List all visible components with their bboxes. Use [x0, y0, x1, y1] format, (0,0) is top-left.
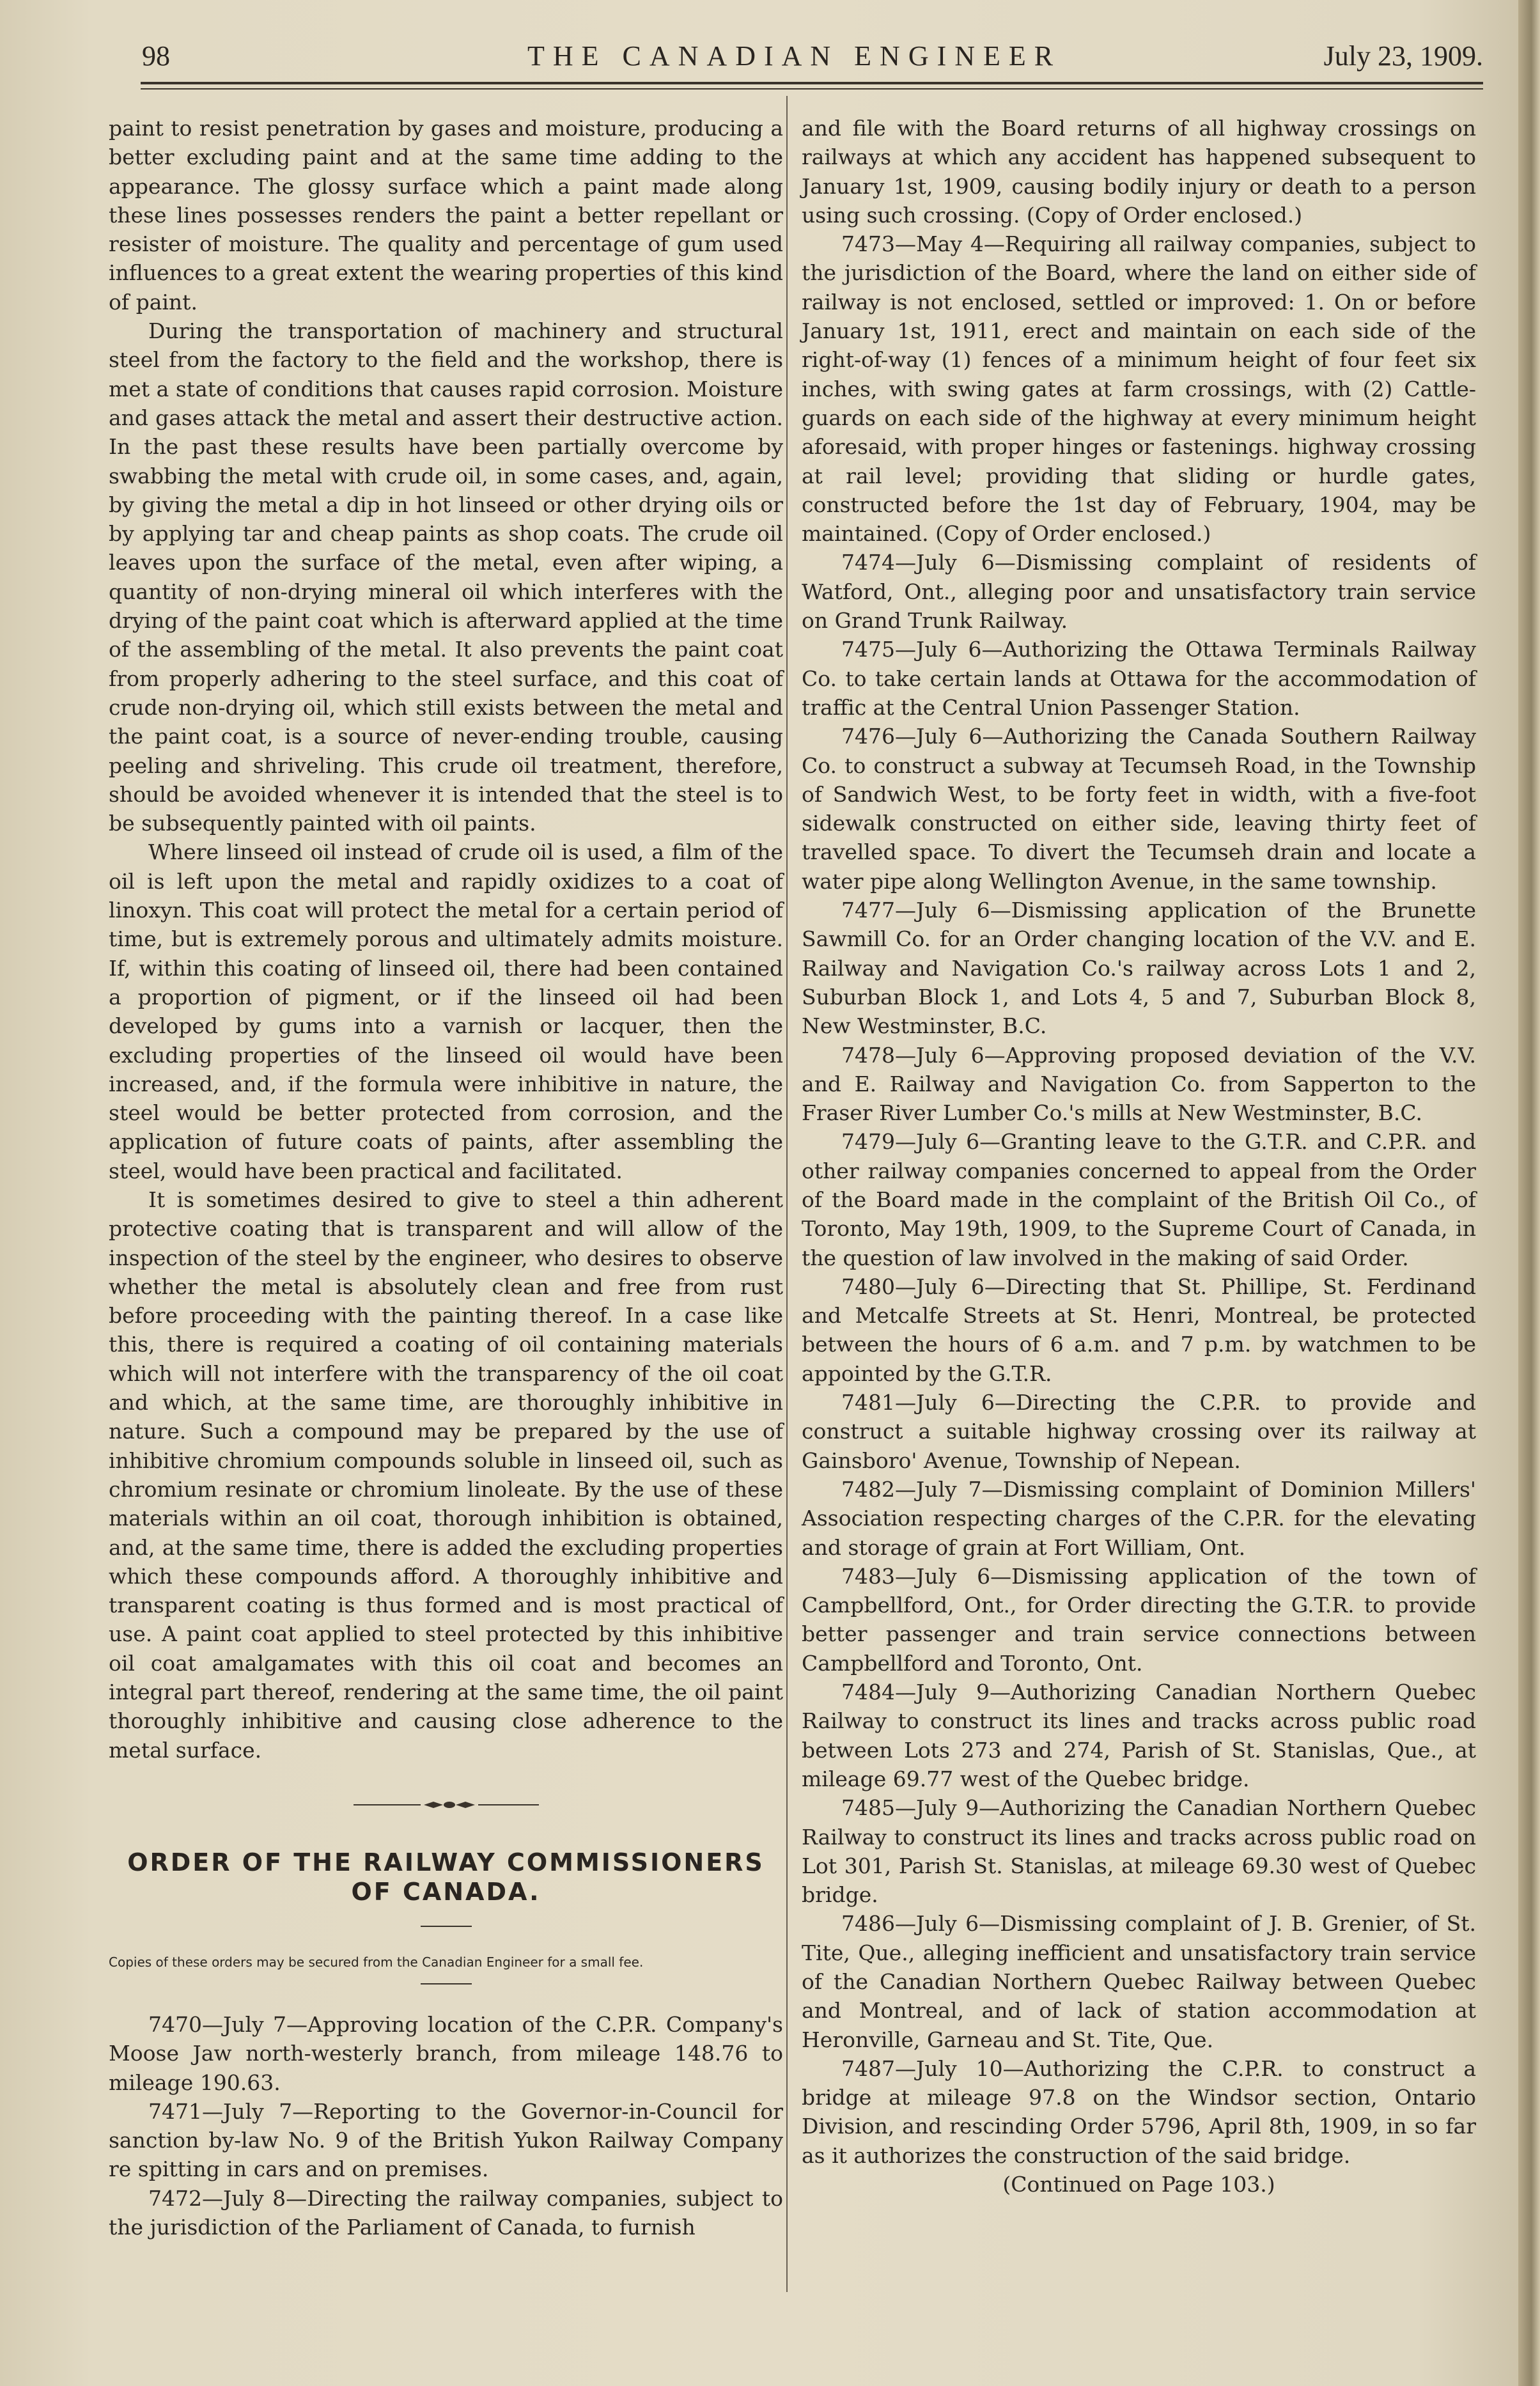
issue-date: July 23, 1909.: [1323, 40, 1483, 72]
header-rule-thin: [141, 88, 1483, 90]
order-entry: 7471—July 7—Reporting to the Governor-in-Council for sanction by-law No. 9 of the British Yukon Railway Company re spitting in cars and on premises.: [109, 2098, 783, 2182]
short-rule: [421, 1983, 472, 1984]
short-rule: [421, 1926, 472, 1927]
order-entry: 7483—July 6—Dismissing application of the town of Campbellford, Ont., for Order directing the G.T.R. to provide better passenger and train service connections between Campbellford and Toronto, Ont.: [802, 1563, 1476, 1676]
order-entry: 7470—July 7—Approving location of the C.P.R. Company's Moose Jaw north-westerly branch, from mileage 148.76 to mileage 190.63.: [109, 2011, 783, 2095]
order-entry: 7485—July 9—Authorizing the Canadian Northern Quebec Railway to construct its lines and tracks across public road on Lot 301, Parish St. Stanislas, at mileage 69.30 west of Quebec bridge.: [802, 1795, 1476, 1908]
order-entry: 7475—July 6—Authorizing the Ottawa Terminals Railway Co. to take certain lands at Ottawa for the accommodation of traffic at the Central Union Passenger Station.: [802, 637, 1476, 720]
order-entry: 7484—July 9—Authorizing Canadian Northern Quebec Railway to construct its lines and tracks across public road between Lots 273 and 274, Parish of St. Stanislas, Que., at mileage 69.77 west of the Quebec bridge.: [802, 1680, 1476, 1791]
order-entry: 7479—July 6—Granting leave to the G.T.R. and C.P.R. and other railway companies concerned to appeal from the Order of the Board made in the complaint of the British Oil Co., of Toronto, May 19th, 1909, to the Supreme Court of Canada, in the question of law involved in the making of said Order.: [802, 1129, 1476, 1270]
left-column: [109, 114, 783, 2242]
section-title: ORDER OF THE RAILWAY COMMISSIONERS OF CANADA.: [127, 1848, 765, 1906]
continued-note: (Continued on Page 103.): [1002, 2172, 1275, 2197]
order-entry: 7480—July 6—Directing that St. Phillipe, St. Ferdinand and Metcalfe Streets at St. Henri, Montreal, be protected between the hours of 6 a.m. and 7 p.m. by watchmen to be appointed by the G.T.R.: [802, 1274, 1476, 1386]
section-note: Copies of these orders may be secured from the Canadian Engineer for a small fee.: [109, 1954, 644, 1970]
page-header: [141, 33, 1489, 78]
right-column: [802, 114, 1476, 2199]
article-paragraph: Where linseed oil instead of crude oil is used, a film of the oil is left upon the metal and rapidly oxidizes to a coat of linoxyn. This coat will protect the metal for a certain period of time, but is extremely porous and ultimately admits moisture. If, within this coating of linseed oil, there had been contained a proportion of pigment, or if the linseed oil had been developed by gums into a varnish or lacquer, then the excluding properties of the linseed oil would have been increased, and, if the formula were inhibitive in nature, the steel would be better protected from corrosion, and the application of future coats of paints, after assembling the steel, would have been practical and facilitated.: [109, 839, 783, 1183]
section-ornament: [109, 1795, 783, 1814]
order-entry: 7476—July 6—Authorizing the Canada Southern Railway Co. to construct a subway at Tecumseh Road, in the Township of Sandwich West, to be forty feet in width, with a five-foot sidewalk constructed on either side, leaving thirty feet of travelled space. To divert the Tecumseh drain and locate a water pipe along Wellington Avenue, in the same township.: [802, 724, 1476, 894]
article-paragraph: It is sometimes desired to give to steel a thin adherent protective coating that is transparent and will allow of the inspection of the steel by the engineer, who desires to observe whether the metal is absolutely clean and free from rust before proceeding with the painting thereof. In a case like this, there is required a coating of oil containing materials which will not interfere with the transparency of the oil coat and which, at the same time, are thoroughly inhibitive in nature. Such a compound may be prepared by the use of inhibitive chromium compounds soluble in linseed oil, such as chromium resinate or chromium linoleate. By the use of these materials within an oil coat, thorough inhibition is obtained, and, at the same time, there is added the excluding properties which these compounds afford. A thoroughly inhibitive and transparent coating is thus formed and is most practical of use. A paint coat applied to steel protected by this inhibitive oil coat amalgamates with this oil coat and becomes an integral part thereof, rendering at the same time, the oil paint thoroughly inhibitive and causing close adherence to the metal surface.: [109, 1187, 783, 1763]
order-entry: 7482—July 7—Dismissing complaint of Dominion Millers' Association respecting charges of the C.P.R. for the elevating and storage of grain at Fort William, Ont.: [802, 1476, 1476, 1560]
order-entry-continued: and file with the Board returns of all highway crossings on railways at which any accident has happened subsequent to January 1st, 1909, causing bodily injury or death to a person using such crossing. (Copy of Order enclosed.): [802, 116, 1476, 228]
order-entry: 7473—May 4—Requiring all railway companies, subject to the jurisdiction of the Board, where the land on either side of railway is not enclosed, settled or improved: 1. On or before January 1st, 1911, erect and maintain on each side of the right-of-way (1) fences of a minimum height of four feet six inches, with swing gates at farm crossings, with (2) Cattle-guards on each side of the highway at every minimum height aforesaid, with proper hinges or fastenings. highway crossing at rail level; providing that sliding or hurdle gates, constructed before the 1st day of February, 1904, may be maintained. (Copy of Order enclosed.): [802, 231, 1476, 547]
order-entry: 7486—July 6—Dismissing complaint of J. B. Grenier, of St. Tite, Que., alleging inefficient and unsatisfactory train service of the Canadian Northern Quebec Railway between Quebec and Montreal, and of lack of station accommodation at Heronville, Garneau and St. Tite, Que.: [802, 1911, 1476, 2052]
order-entry: 7474—July 6—Dismissing complaint of residents of Watford, Ont., alleging poor and unsatisfactory train service on Grand Trunk Railway.: [802, 550, 1476, 634]
page-binding-edge: [1518, 0, 1540, 2386]
order-entry: 7478—July 6—Approving proposed deviation of the V.V. and E. Railway and Navigation Co. from Sapperton to the Fraser River Lumber Co.'s mills at New Westminster, B.C.: [802, 1042, 1476, 1126]
publication-title: THE CANADIAN ENGINEER: [527, 40, 1062, 72]
article-paragraph: paint to resist penetration by gases and moisture, producing a better excluding paint and at the same time adding to the appearance. The glossy surface which a paint made along these lines possesses renders the paint a better repellant or resister of moisture. The quality and percentage of gum used influences to a great extent the wearing properties of this kind of paint.: [109, 116, 783, 315]
order-entry: 7481—July 6—Directing the C.P.R. to provide and construct a suitable highway crossing over its railway at Gainsboro' Avenue, Township of Nepean.: [802, 1390, 1476, 1473]
page-number: 98: [142, 40, 170, 72]
order-entry: 7487—July 10—Authorizing the C.P.R. to construct a bridge at mileage 97.8 on the Windsor section, Ontario Division, and rescinding Order 5796, April 8th, 1909, in so far as it authorizes the construction of the said bridge.: [802, 2055, 1476, 2168]
header-rule: [141, 82, 1483, 84]
article-paragraph: During the transportation of machinery and structural steel from the factory to the field and the workshop, there is met a state of conditions that causes rapid corrosion. Moisture and gases attack the metal and assert their destructive action. In the past these results have been partially overcome by swabbing the metal with crude oil, in some cases, and, again, by giving the metal a dip in hot linseed or other drying oils or by applying tar and cheap paints as shop coats. The crude oil leaves upon the surface of the metal, even after wiping, a quantity of non-drying mineral oil which interferes with the drying of the paint coat which is afterward applied at the time of the assembling of the metal. It also prevents the paint coat from properly adhering to the steel surface, and this coat of crude non-drying oil, which still exists between the metal and the paint coat, is a source of never-ending trouble, causing peeling and shriveling. This crude oil treatment, therefore, should be avoided whenever it is intended that the steel is to be subsequently painted with oil paints.: [109, 318, 783, 836]
order-entry: 7477—July 6—Dismissing application of the Brunette Sawmill Co. for an Order changing location of the V.V. and E. Railway and Navigation Co.'s railway across Lots 1 and 2, Suburban Block 1, and Lots 4, 5 and 7, Suburban Block 8, New Westminster, B.C.: [802, 898, 1476, 1039]
order-entry: 7472—July 8—Directing the railway companies, subject to the jurisdiction of the Parliament of Canada, to furnish: [109, 2185, 783, 2240]
column-divider: [786, 96, 788, 2292]
